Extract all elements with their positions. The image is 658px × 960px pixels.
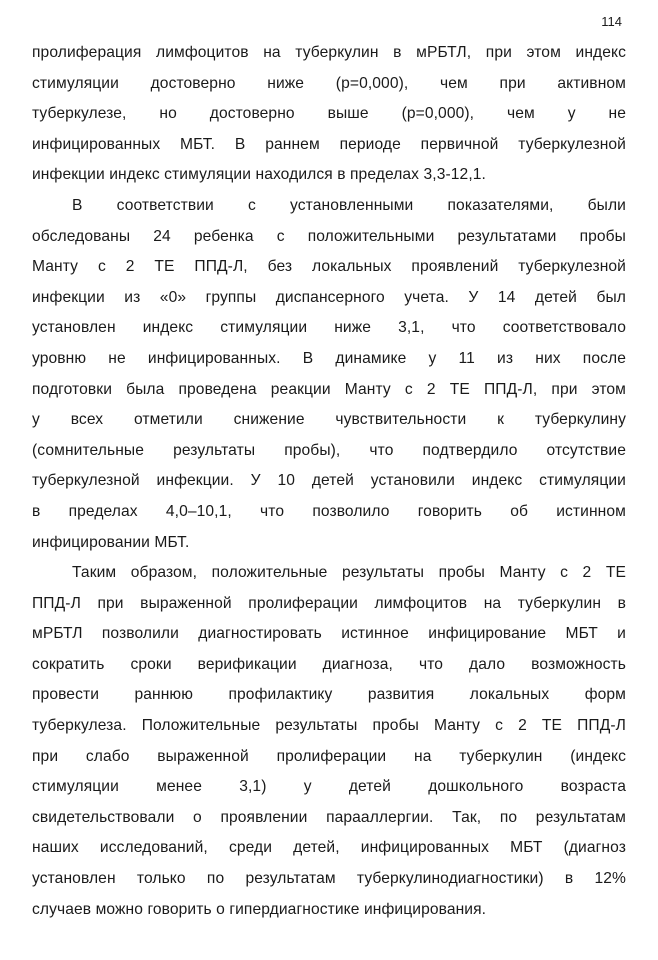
text-line: инфекции индекс стимуляции находился в пределах 3,3-12,1.	[32, 166, 486, 184]
text-line: туберкулезе, но достоверно выше (р=0,000), чем у не	[32, 105, 626, 123]
text-line: инфекции из «0» группы диспансерного учета. У 14 детей был	[32, 288, 626, 306]
text-line: Манту с 2 ТЕ ППД-Л, без локальных проявлений туберкулезной	[32, 258, 626, 276]
text-line: у всех отметили снижение чувствительности к туберкулину	[32, 411, 626, 429]
text-line: провести раннюю профилактику развития локальных форм	[32, 686, 626, 704]
text-line: стимуляции достоверно ниже (р=0,000), чем при активном	[32, 74, 626, 92]
text-line: сократить сроки верификации диагноза, что дало возможность	[32, 655, 626, 673]
paragraph-2	[32, 191, 626, 558]
paragraph-3	[32, 558, 626, 925]
text-line: инфицировании МБТ.	[32, 533, 190, 551]
text-line: установлен индекс стимуляции ниже 3,1, что соответствовало	[32, 319, 626, 337]
text-line: в пределах 4,0–10,1, что позволило говорить об истинном	[32, 502, 626, 520]
text-line: Таким образом, положительные результаты пробы Манту с 2 ТЕ	[72, 564, 626, 582]
text-line: инфицированных МБТ. В раннем периоде первичной туберкулезной	[32, 135, 626, 153]
text-line: В соответствии с установленными показателями, были	[72, 196, 626, 214]
text-line: ППД-Л при выраженной пролиферации лимфоцитов на туберкулин в	[32, 594, 626, 612]
text-line: наших исследований, среди детей, инфицированных МБТ (диагноз	[32, 839, 626, 857]
text-line: установлен только по результатам туберкулинодиагностики) в 12%	[32, 870, 626, 888]
paragraph-1	[32, 38, 626, 191]
text-line: при слабо выраженной пролиферации на туберкулин (индекс	[32, 747, 626, 765]
text-line: уровню не инфицированных. В динамике у 11 из них после	[32, 349, 626, 367]
text-line: стимуляции менее 3,1) у детей дошкольного возраста	[32, 778, 626, 796]
text-line: случаев можно говорить о гипердиагностике инфицирования.	[32, 900, 487, 918]
text-line: (сомнительные результаты пробы), что подтвердило отсутствие	[32, 441, 626, 459]
text-line: свидетельствовали о проявлении парааллергии. Так, по результатам	[32, 808, 626, 826]
text-line: туберкулезной инфекции. У 10 детей установили индекс стимуляции	[32, 472, 626, 490]
text-line: туберкулеза. Положительные результаты пробы Манту с 2 ТЕ ППД-Л	[32, 717, 626, 735]
document-body	[32, 38, 626, 925]
page-number: 114	[601, 14, 622, 29]
text-line: подготовки была проведена реакции Манту с 2 ТЕ ППД-Л, при этом	[32, 380, 626, 398]
text-line: обследованы 24 ребенка с положительными результатами пробы	[32, 227, 626, 245]
text-line: пролиферация лимфоцитов на туберкулин в мРБТЛ, при этом индекс	[32, 44, 626, 61]
text-line: мРБТЛ позволили диагностировать истинное инфицирование МБТ и	[32, 625, 626, 643]
